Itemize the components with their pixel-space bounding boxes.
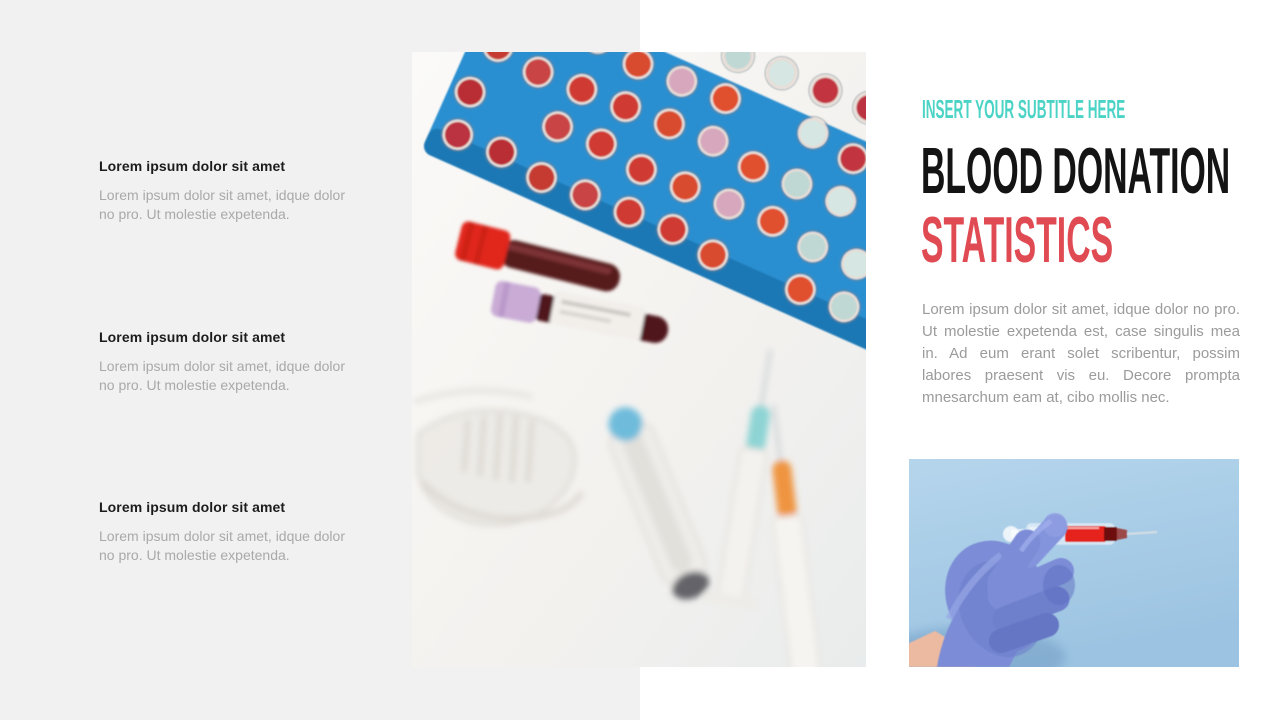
lorem-block-body: Lorem ipsum dolor sit amet, idque dolor no pro. Ut molestie expetenda. — [99, 187, 345, 222]
lorem-block-heading: Lorem ipsum dolor sit amet — [99, 158, 286, 174]
slide-title-line2: STATISTICS — [921, 203, 1114, 276]
test-tubes-photo-graphic — [412, 52, 866, 667]
slide-subtitle: INSERT YOUR SUBTITLE HERE — [922, 94, 1126, 124]
test-tubes-photo — [412, 52, 866, 667]
lorem-block-3 — [99, 500, 345, 565]
lorem-block-body: Lorem ipsum dolor sit amet, idque dolor no pro. Ut molestie expetenda. — [99, 358, 345, 393]
syringe-hand-photo — [909, 459, 1239, 667]
lorem-block-heading: Lorem ipsum dolor sit amet — [99, 329, 286, 345]
slide-paragraph: Lorem ipsum dolor sit amet, idque dolor no pro. Ut molestie expetenda est, case singulis mea in. Ad eum erant solet scribentur, possim labores praesent vis eu. Decore prompta mnesarchum eam at, cibo mollis nec. — [922, 301, 1240, 406]
slide-title-line1: BLOOD DONATION — [921, 134, 1231, 207]
lorem-block-1 — [99, 159, 345, 224]
lorem-block-body: Lorem ipsum dolor sit amet, idque dolor no pro. Ut molestie expetenda. — [99, 528, 345, 563]
lorem-block-heading: Lorem ipsum dolor sit amet — [99, 499, 286, 515]
lorem-block-2 — [99, 330, 345, 395]
syringe-hand-photo-graphic — [909, 459, 1239, 667]
